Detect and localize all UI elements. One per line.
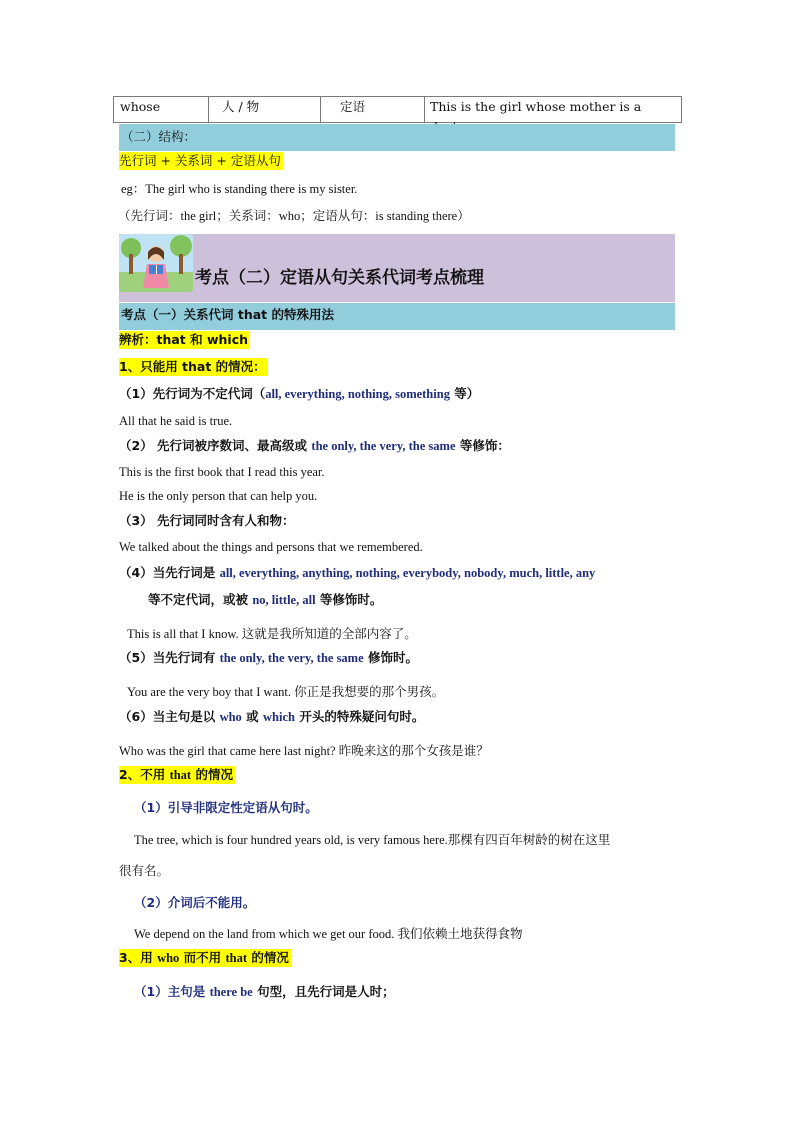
no-that-rule-1-example: The tree, which is four hundred years old, is very famous here.那棵有四百年树龄的树在这里 (134, 833, 611, 847)
no-that-rule-2: （2）介词后不能用。 (134, 895, 256, 910)
rule-5-example: You are the very boy that I want. 你正是我想要的那个男孩。 (127, 685, 445, 699)
structure-formula: 先行词 + 关系词 + 定语从句 (119, 153, 281, 168)
only-that-heading: 1、只能用 that 的情况： (119, 359, 266, 374)
rule-4: （4）当先行词是 all, everything, anything, nothing, everybody, nobody, much, little, any (119, 565, 596, 580)
table-cell-example: This is the girl whose mother is a (430, 99, 642, 114)
rule-5: （5）当先行词有 the only, the very, the same 修饰时。 (119, 650, 419, 665)
structure-heading: （二）结构： (121, 129, 197, 144)
rule-1: （1）先行词为不定代词（all, everything, nothing, something 等） (119, 386, 480, 401)
who-not-that-heading: 3、用 who 而不用 that 的情况 (119, 950, 289, 965)
no-that-rule-1: （1）引导非限定性定语从句时。 (134, 800, 318, 815)
table-cell-function: 定语 (340, 99, 366, 114)
rule-2-example-1: This is the first book that I read this year. (119, 465, 325, 479)
rule-2: （2） 先行词被序数词、最高级或 the only, the very, the same 等修饰： (119, 438, 510, 453)
section-title: 考点（二）定语从句关系代词考点梳理 (195, 268, 484, 288)
no-that-rule-1-example-cont: 很有名。 (119, 863, 170, 878)
structure-example: eg：The girl who is standing there is my sister. (121, 182, 358, 196)
rule-1-example: All that he said is true. (119, 414, 233, 428)
table-cell-antecedent: 人 / 物 (222, 99, 260, 114)
rule-6: （6）当主句是以 who 或 which 开头的特殊疑问句时。 (119, 709, 425, 724)
no-that-rule-2-example: We depend on the land from which we get our food. 我们依赖土地获得食物 (134, 927, 523, 941)
girl-reading-illustration-icon (119, 234, 193, 292)
no-that-heading: 2、不用 that 的情况 (119, 767, 233, 782)
rule-4-example: This is all that I know. 这就是我所知道的全部内容了。 (127, 627, 417, 641)
table-cell-word: whose (120, 99, 161, 114)
bianxi-label: 辨析：that 和 which (119, 332, 249, 347)
rule-3-example: We talked about the things and persons that we remembered. (119, 540, 423, 554)
subsection-heading: 考点（一）关系代词 that 的特殊用法 (121, 307, 334, 322)
rule-4-continued: 等不定代词，或被 no, little, all 等修饰时。 (148, 592, 383, 607)
rule-3: （3） 先行词同时含有人和物： (119, 513, 295, 528)
rule-6-example: Who was the girl that came here last night? 昨晚来这的那个女孩是谁？ (119, 744, 489, 758)
structure-explanation: （先行词：the girl；关系词：who；定语从句：is standing there） (118, 209, 470, 223)
rule-2-example-2: He is the only person that can help you. (119, 489, 318, 503)
structure-heading-band (119, 124, 675, 151)
grammar-table-row (113, 96, 682, 123)
who-not-that-rule-1: （1）主句是 there be 句型，且先行词是人时； (134, 984, 395, 999)
